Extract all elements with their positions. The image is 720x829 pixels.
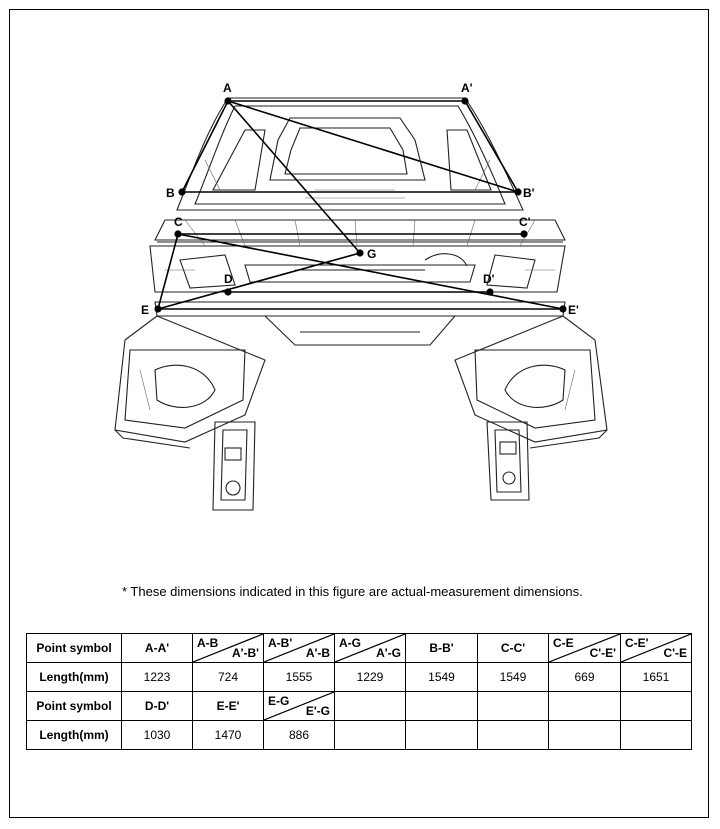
symbol-cell: D-D' — [122, 692, 193, 721]
measure-point-dot — [178, 188, 185, 195]
split-symbol-cell — [335, 634, 406, 663]
row-header: Length(mm) — [27, 721, 122, 750]
symbol-cell: C-C' — [478, 634, 549, 663]
measure-point-dot — [486, 288, 493, 295]
cell-top-symbol: C-E — [553, 636, 574, 650]
symbol-cell: B-B' — [406, 634, 478, 663]
length-cell: 1229 — [335, 663, 406, 692]
measure-line — [158, 253, 360, 309]
body-drawing — [95, 70, 625, 530]
measure-point-dot — [174, 230, 181, 237]
table-row — [27, 721, 692, 750]
symbol-cell: A-A' — [122, 634, 193, 663]
length-cell — [335, 721, 406, 750]
cell-bottom-symbol: A'-G — [376, 646, 401, 660]
length-cell: 1223 — [122, 663, 193, 692]
measure-point-label: E — [141, 303, 150, 317]
measure-point-label: G — [367, 247, 377, 261]
length-cell: 1030 — [122, 721, 193, 750]
body-dimension-figure — [95, 70, 625, 530]
length-cell: 1549 — [406, 663, 478, 692]
cell-top-symbol: A-B' — [268, 636, 293, 650]
measure-point-label: B — [166, 186, 175, 200]
measure-line — [158, 234, 178, 309]
length-cell: 1651 — [621, 663, 692, 692]
length-cell: 886 — [264, 721, 335, 750]
measure-point-label: D — [224, 272, 233, 286]
symbol-cell: E-E' — [193, 692, 264, 721]
cell-bottom-symbol: A'-B — [305, 646, 330, 660]
cell-top-symbol: A-G — [339, 636, 361, 650]
length-cell: 1549 — [478, 663, 549, 692]
symbol-cell — [406, 692, 478, 721]
length-cell — [478, 721, 549, 750]
length-cell: 1555 — [264, 663, 335, 692]
measure-point-dot — [356, 249, 363, 256]
symbol-cell — [549, 692, 621, 721]
length-cell: 669 — [549, 663, 621, 692]
length-cell — [549, 721, 621, 750]
table-row — [27, 634, 692, 663]
table-row — [27, 663, 692, 692]
measure-point-dot — [514, 188, 521, 195]
length-cell: 1470 — [193, 721, 264, 750]
measure-point-label: E' — [568, 303, 579, 317]
measure-point-dot — [461, 97, 468, 104]
length-cell — [406, 721, 478, 750]
split-symbol-cell — [193, 634, 264, 663]
cell-bottom-symbol: A'-B' — [231, 646, 259, 660]
measure-point-label: C — [174, 215, 183, 229]
measure-point-dot — [224, 288, 231, 295]
symbol-cell — [335, 692, 406, 721]
dimension-table — [26, 633, 692, 750]
measure-point-dot — [224, 97, 231, 104]
symbol-cell — [621, 692, 692, 721]
measure-point-label: D' — [483, 272, 495, 286]
row-header: Point symbol — [27, 692, 122, 721]
length-cell — [621, 721, 692, 750]
cell-top-symbol: C-E' — [625, 636, 649, 650]
split-symbol-cell — [264, 692, 335, 721]
measure-point-label: C' — [519, 215, 531, 229]
measure-point-dot — [520, 230, 527, 237]
body-detail-lines — [140, 160, 575, 410]
cell-bottom-symbol: E'-G — [305, 704, 330, 718]
footnote: * These dimensions indicated in this figure are actual-measurement dimensions. — [122, 584, 583, 599]
measure-line — [228, 101, 360, 253]
row-header: Point symbol — [27, 634, 122, 663]
length-cell: 724 — [193, 663, 264, 692]
symbol-cell — [478, 692, 549, 721]
measure-point-label: A — [223, 81, 232, 95]
measure-point-label: B' — [523, 186, 535, 200]
measure-point-label: A' — [461, 81, 473, 95]
measure-point-dot — [154, 305, 161, 312]
split-symbol-cell — [549, 634, 621, 663]
split-symbol-cell — [264, 634, 335, 663]
measurement-lines — [158, 101, 563, 309]
cell-bottom-symbol: C'-E' — [589, 646, 616, 660]
measure-line — [228, 101, 518, 192]
cell-bottom-symbol: C'-E — [663, 646, 687, 660]
row-header: Length(mm) — [27, 663, 122, 692]
measure-line — [178, 234, 563, 309]
cell-top-symbol: A-B — [197, 636, 219, 650]
table-row — [27, 692, 692, 721]
split-symbol-cell — [621, 634, 692, 663]
measure-point-dot — [559, 305, 566, 312]
cell-top-symbol: E-G — [268, 694, 290, 708]
